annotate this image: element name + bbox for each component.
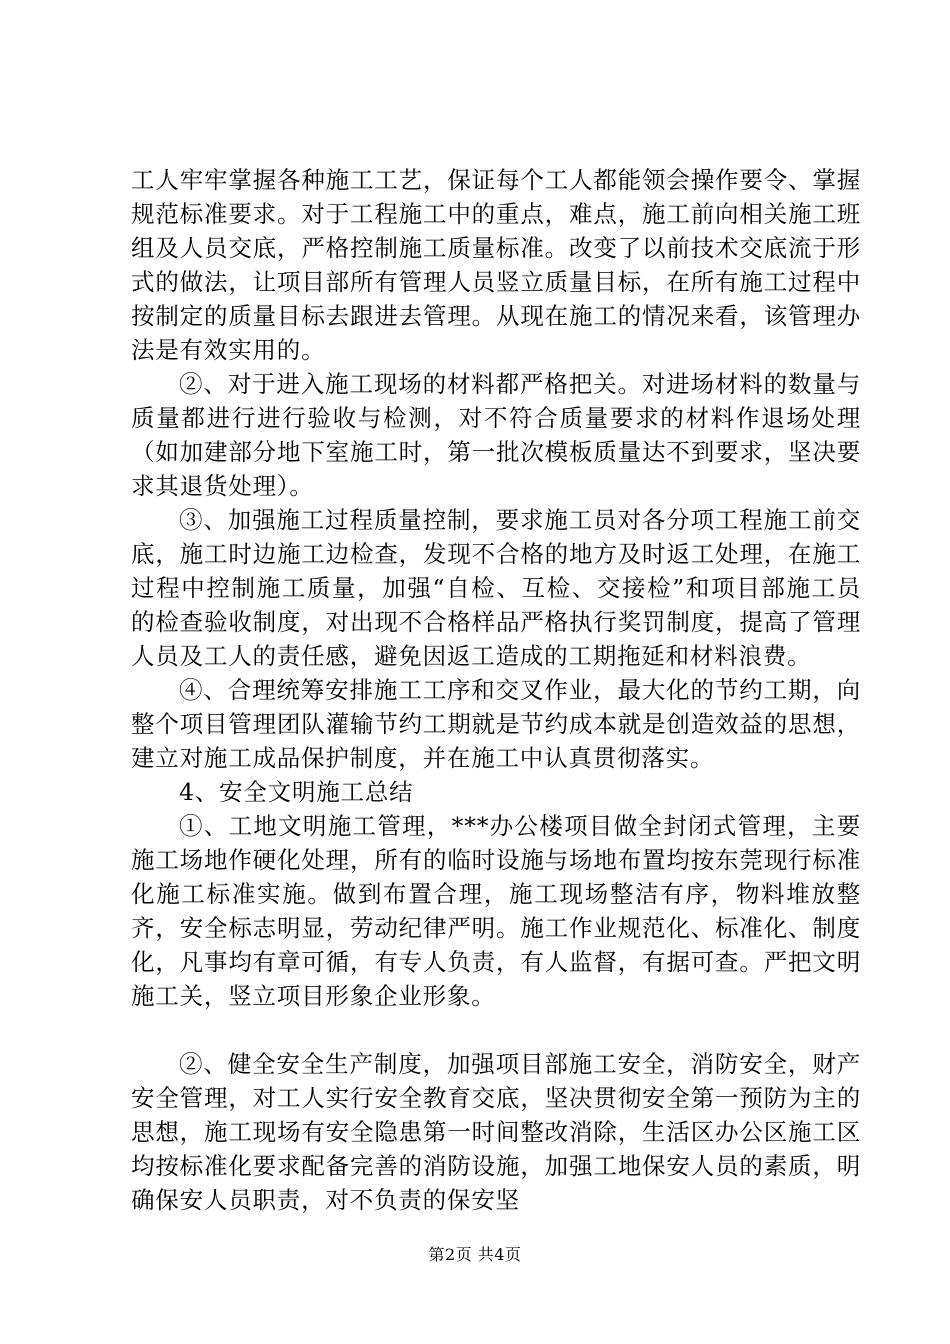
- paragraph-material-control: ②、对于进入施工现场的材料都严格把关。对进场材料的数量与质量都进行进行验收与检测，对不符合质量要求的材料作退场处理（如加建部分地下室施工时，第一批次模板质量达不到要求，坚决要求其退货处理）。: [131, 370, 861, 500]
- page-number-footer: 第2页 共4页: [428, 1245, 522, 1264]
- paragraph-quality-continued: 工人牢牢掌握各种施工工艺，保证每个工人都能领会操作要令、掌握规范标准要求。对于工程施工中的重点，难点，施工前向相关施工班组及人员交底，严格控制施工质量标准。改变了以前技术交底流于形式的做法，让项目部所有管理人员竖立质量目标，在所有施工过程中按制定的质量目标去跟进去管理。从现在施工的情况来看，该管理办法是有效实用的。: [131, 166, 861, 364]
- paragraph-safety-system: ②、健全安全生产制度，加强项目部施工安全，消防安全，财产安全管理，对工人实行安全教育交底，坚决贯彻安全第一预防为主的思想，施工现场有安全隐患第一时间整改消除，生活区办公区施工区均按标准化要求配备完善的消防设施，加强工地保安人员的素质，明确保安人员职责，对不负责的保安坚: [131, 1050, 861, 1214]
- document-body: [131, 163, 861, 1217]
- paragraph-process-quality: ③、加强施工过程质量控制，要求施工员对各分项工程施工前交底，施工时边施工边检查，发现不合格的地方及时返工处理，在施工过程中控制施工质量，加强“自检、互检、交接检”和项目部施工员的检查验收制度，对出现不合格样品严格执行奖罚制度，提高了管理人员及工人的责任感，避免因返工造成的工期拖延和材料浪费。: [131, 506, 861, 670]
- paragraph-schedule-planning: ④、合理统筹安排施工工序和交叉作业，最大化的节约工期，向整个项目管理团队灌输节约工期就是节约成本就是创造效益的思想，建立对施工成品保护制度，并在施工中认真贯彻落实。: [131, 676, 861, 772]
- paragraph-civilized-construction: ①、工地文明施工管理，***办公楼项目做全封闭式管理，主要施工场地作硬化处理，所有的临时设施与场地布置均按东莞现行标准化施工标准实施。做到布置合理，施工现场整洁有序，物料堆放整齐，安全标志明显，劳动纪律严明。施工作业规范化、标准化、制度化，凡事均有章可循，有专人负责，有人监督，有据可查。严把文明施工关，竖立项目形象企业形象。: [131, 812, 861, 1010]
- section-heading-safety: 4、安全文明施工总结: [179, 778, 414, 806]
